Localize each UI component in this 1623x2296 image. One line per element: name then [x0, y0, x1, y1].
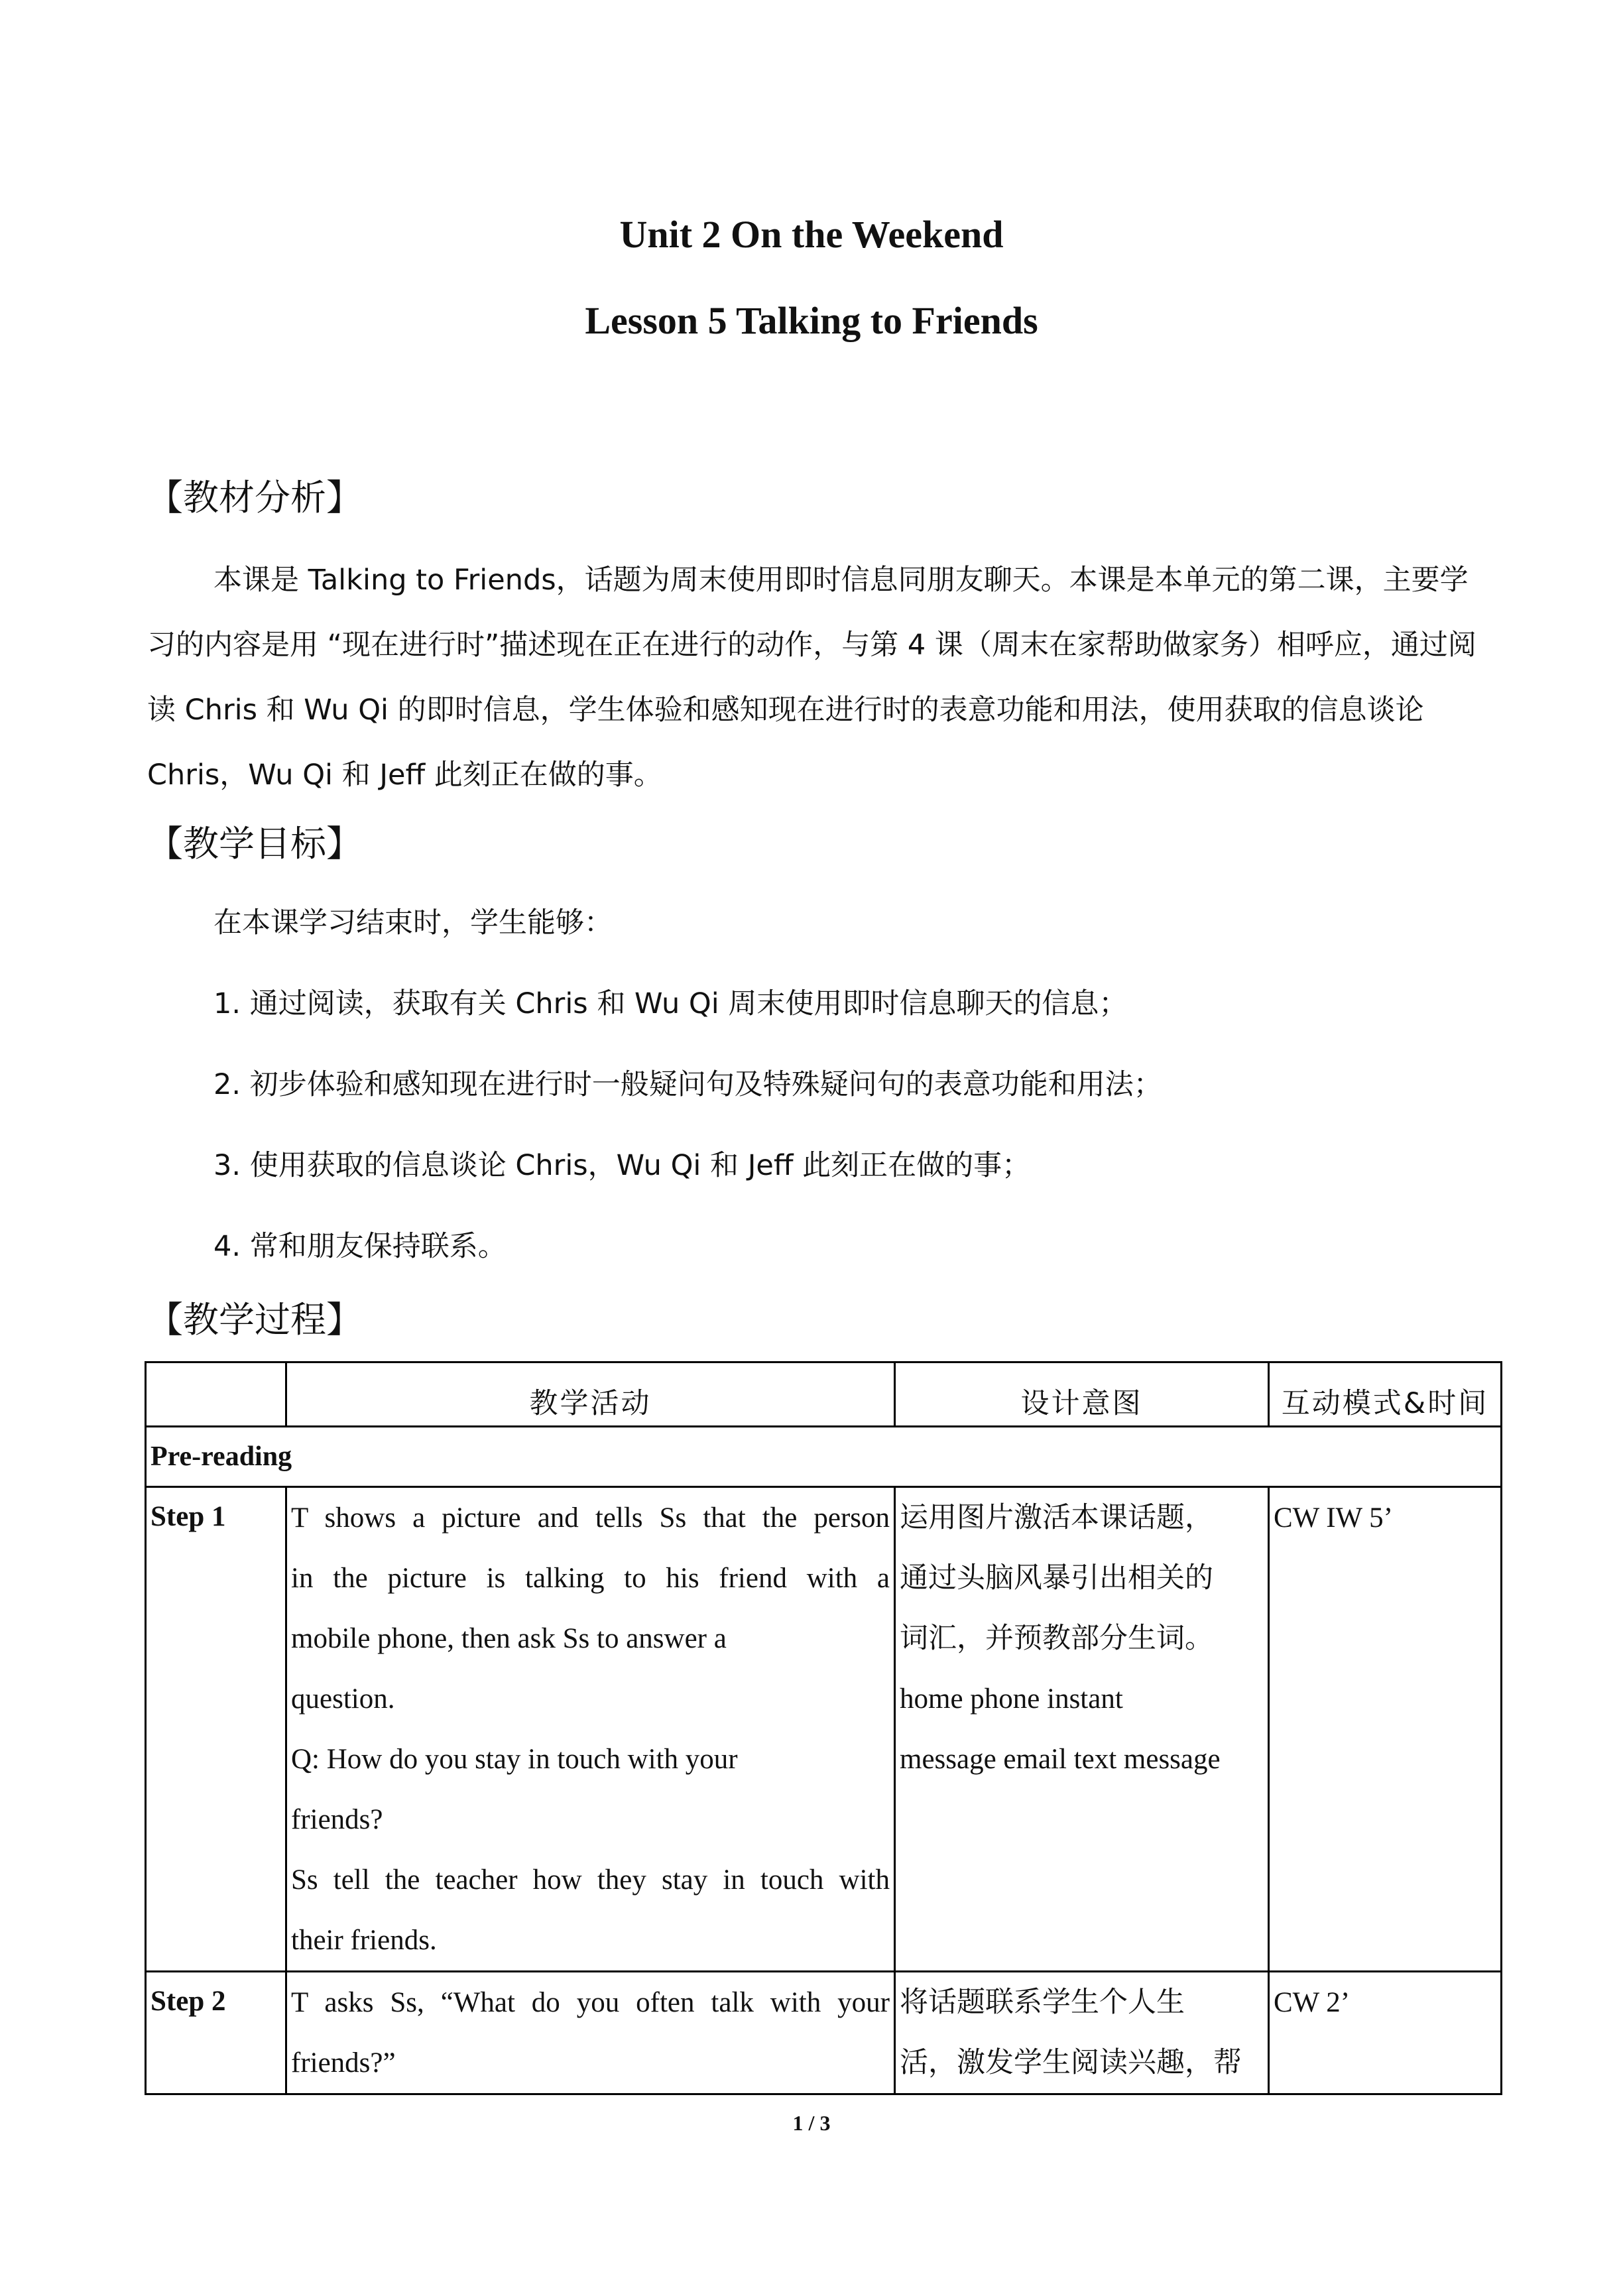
lesson-title: Lesson 5 Talking to Friends — [585, 299, 1038, 342]
activity-line: mobile phone, then ask Ss to answer a — [291, 1623, 727, 1654]
objective-item: 1. 通过阅读，获取有关 Chris 和 Wu Qi 周末使用即时信息聊天的信息； — [213, 987, 1128, 1020]
activity-line: T shows a picture and tells Ss that the person — [291, 1502, 890, 1534]
intent-line: 词汇，并预教部分生词。 — [900, 1622, 1213, 1655]
interaction-mode: CW 2’ — [1274, 1987, 1351, 2018]
activity-line: T asks Ss, “What do you often talk with your — [291, 1987, 890, 2018]
analysis-paragraph: 本课是 Talking to Friends，话题为周末使用即时信息同朋友聊天。本课是本单元的第二课，主要学习的内容是用 “现在进行时”描述现在正在进行的动作，与第 4 课（周末在家帮助做家务）相呼应，通过阅读 Chris 和 Wu Qi 的即时信息，学生体验和感知现在进行时的表意功能和用法，使用获取的信息谈论 Chris，Wu Qi 和 Jeff 此刻正在做的事。 — [147, 564, 1476, 792]
table-header-cell: 设计意图 — [895, 1362, 1269, 1427]
table-header-row — [146, 1362, 1502, 1427]
teaching-process-table — [145, 1361, 1502, 2095]
section-heading-analysis: 【教材分析】 — [147, 477, 362, 518]
table-row — [146, 1972, 1502, 2094]
activity-line: their friends. — [291, 1925, 437, 1956]
step-label: Step 2 — [150, 1986, 226, 2017]
objectives-lead: 在本课学习结束时，学生能够： — [213, 906, 613, 939]
intent-line: 通过头脑风暴引出相关的 — [900, 1561, 1213, 1595]
table-row — [146, 1487, 1502, 1972]
page-number: 1 / 3 — [792, 2111, 831, 2135]
intent-line: message email text message — [900, 1744, 1221, 1775]
activity-line: question. — [291, 1683, 395, 1715]
intent-line: 将话题联系学生个人生 — [900, 1986, 1185, 2019]
objective-item: 3. 使用获取的信息谈论 Chris，Wu Qi 和 Jeff 此刻正在做的事； — [213, 1149, 1031, 1182]
table-phase-row — [146, 1427, 1502, 1487]
step-label: Step 1 — [150, 1501, 226, 1532]
intent-line: home phone instant — [900, 1683, 1123, 1715]
activity-line: Q: How do you stay in touch with your — [291, 1744, 738, 1775]
objective-item: 2. 初步体验和感知现在进行时一般疑问句及特殊疑问句的表意功能和用法； — [213, 1068, 1162, 1101]
table-header-cell — [146, 1362, 286, 1427]
activity-line: Ss tell the teacher how they stay in touch with — [291, 1864, 890, 1896]
intent-line: 运用图片激活本课话题， — [900, 1501, 1213, 1534]
table-header-cell: 教学活动 — [286, 1362, 895, 1427]
phase-label: Pre-reading — [146, 1427, 1502, 1487]
activity-line: friends?” — [291, 2047, 396, 2079]
intent-line: 活，激发学生阅读兴趣，帮 — [900, 2046, 1242, 2079]
objective-item: 4. 常和朋友保持联系。 — [213, 1230, 507, 1263]
activity-line: friends? — [291, 1804, 383, 1835]
section-heading-process: 【教学过程】 — [147, 1299, 362, 1341]
interaction-mode: CW IW 5’ — [1274, 1502, 1393, 1534]
unit-title: Unit 2 On the Weekend — [619, 213, 1004, 256]
section-heading-objectives: 【教学目标】 — [147, 823, 362, 865]
activity-line: in the picture is talking to his friend with a — [291, 1563, 890, 1594]
table-header-cell: 互动模式&时间 — [1269, 1362, 1502, 1427]
